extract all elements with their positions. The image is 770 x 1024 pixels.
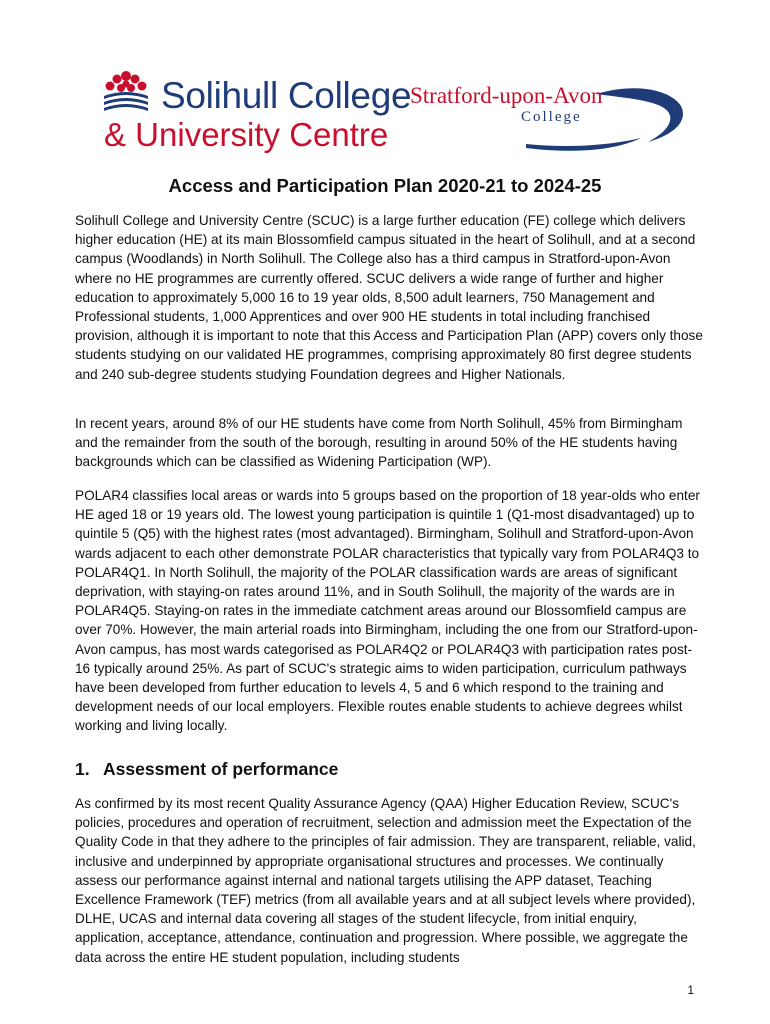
paragraph-polar4: POLAR4 classifies local areas or wards into 5 groups based on the proportion of 18 year-olds who enter HE aged 18 or 19 years old. The lowest young participation is quintile 1 (Q1-most disadvantaged) up to quintile 5 (Q5) with the highest rates (most advantaged). Birmingham, Solihull and Stratford-upon-Avon wards adjacent to each other demonstrate POLAR characteristics that typically vary from POLAR4Q3 to POLAR4Q1. In North Solihull, the majority of the POLAR classification wards are areas of significant deprivation, with staying-on rates around 11%, and in South Solihull, the majority of the wards are in POLAR4Q5. Staying-on rates in the immediate catchment areas around our Blossomfield campus are over 70%. However, the main arterial roads into Birmingham, including the one from our Stratford-upon-Avon campus, has most wards categorised as POLAR4Q2 or POLAR4Q3 with participation rates post-16 typically around 25%. As part of SCUC's strategic aims to widen participation, curriculum pathways have been developed from further education to levels 4, 5 and 6 which respond to the training and development needs of our local employers. Flexible routes enable students to achieve degrees whilst working and living locally. bbox=[75, 488, 700, 734]
paragraph-assessment: As confirmed by its most recent Quality Assurance Agency (QAA) Higher Education Review, SCUC's policies, procedures and operation of recruitment, selection and admission meet the Expectation of the Quality Code in that they adhere to the principles of fair admission. They are transparent, reliable, valid, inclusive and underpinned by appropriate organisational structures and processes. We continually assess our performance against internal and national targets utilising the APP dataset, Teaching Excellence Framework (TEF) metrics (from all available years and at all subject levels where provided), DLHE, UCAS and internal data covering all stages of the student lifecycle, from initial enquiry, application, acceptance, attendance, continuation and progression. Where possible, we aggregate the data across the entire HE student population, including students bbox=[75, 796, 696, 965]
logo-text-stratford: Stratford-upon-Avon bbox=[410, 83, 603, 108]
paragraph-intro: Solihull College and University Centre (SCUC) is a large further education (FE) college which delivers higher education (HE) at its main Blossomfield campus situated in the heart of Solihull, and at a second campus (Woodlands) in North Solihull. The College also has a third campus in Stratford-upon-Avon where no HE programmes are currently offered. SCUC delivers a wide range of further and higher education to approximately 5,000 16 to 19 year olds, 8,500 adult learners, 750 Management and Professional students, 1,000 Apprentices and over 900 HE students in total including franchised provision, although it is important to note that this Access and Participation Plan (APP) covers only those students studying on our validated HE programmes, comprising approximately 80 first degree students and 240 sub-degree students studying Foundation degrees and Higher Nationals. bbox=[75, 213, 703, 382]
section-heading bbox=[75, 758, 338, 780]
page-number: 1 bbox=[687, 983, 694, 997]
solihull-emblem-icon bbox=[104, 71, 148, 111]
paragraph-catchment: In recent years, around 8% of our HE students have come from North Solihull, 45% from Birmingham and the remainder from the south of the borough, resulting in around 50% of the HE students having backgrounds which can be classified as Widening Participation (WP). bbox=[75, 416, 683, 470]
logo-text-solihull-college: Solihull College bbox=[161, 75, 412, 116]
logo-text-university-centre: & University Centre bbox=[104, 116, 389, 153]
logo-text-college: College bbox=[521, 109, 582, 125]
document-title: Access and Participation Plan 2020-21 to 2024-25 bbox=[168, 175, 602, 196]
section-title: Assessment of performance bbox=[103, 759, 339, 779]
section-number: 1. bbox=[75, 759, 90, 779]
